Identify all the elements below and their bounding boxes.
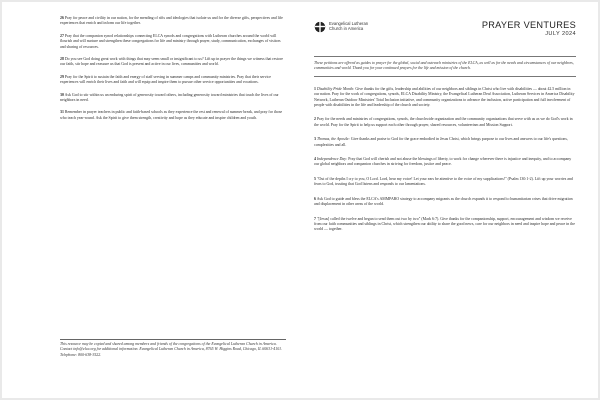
prayer-day-number: 30 <box>60 92 64 97</box>
left-column <box>2 2 300 398</box>
prayer-item <box>60 75 286 86</box>
prayer-day-number: 7 <box>314 216 316 221</box>
prayer-lead: Disability Pride Month: <box>316 86 355 91</box>
prayer-text: Pray that God will cherish and not abuse the blessings of liberty, to work for change wherever there is injustice and inequity, and to accompany our global neighbors and companion churches in striving for freedom, justice and peace. <box>314 157 572 167</box>
prayer-text: Pray that the companion synod relationships connecting ELCA synods and congregations with Lutheran churches around the world will flourish and will nurture and strengthen these congregations for life and ministry through prayer, study, communication, exchanges of visitors and sharing of resources. <box>60 33 281 49</box>
elca-logo <box>314 20 381 34</box>
prayer-day-number: 1 <box>314 86 316 91</box>
prayer-item <box>60 110 286 121</box>
page-title: PRAYER VENTURES <box>481 20 576 30</box>
left-prayer-list <box>60 16 286 121</box>
prayer-item <box>60 93 286 104</box>
prayer-item <box>60 34 286 50</box>
prayer-day-number: 2 <box>314 117 316 122</box>
prayer-day-number: 28 <box>60 57 64 62</box>
intro-text: These petitions are offered as guides to prayer for the global, social and outreach ministries of the ELCA, as well as for the needs and circumstances of our neighbors, communities and world. Thank you for your continued prayers for the life and mission of the church. <box>314 61 574 71</box>
footer-divider <box>60 339 286 340</box>
page-header <box>314 14 576 42</box>
prayer-text: Pray for the Spirit to sustain the faith and energy of staff serving in summer camps and community ministries. Pray that their service experiences will enrich their lives and faith and will equip and inspire them to pursue other service opportunities and vocations. <box>60 74 271 85</box>
prayer-day-number: 29 <box>60 74 64 79</box>
footer-notice: This resource may be copied and shared among members and friends of the congregations of the Evangelical Lutheran Church in America. Contact info@elca.org for additional information. Evangelical Lutheran Church in America, 8765 W. Higgins Road, Chicago, IL 60631-4101. Telephone: 800-638-3522. <box>60 342 283 357</box>
prayer-day-number: 27 <box>60 33 64 38</box>
intro-top-divider <box>314 56 576 57</box>
bulletin-page <box>2 2 598 398</box>
cross-logo-icon <box>314 20 326 34</box>
prayer-day-number: 31 <box>60 110 64 115</box>
prayer-item <box>314 217 576 233</box>
prayer-day-number: 3 <box>314 137 316 142</box>
prayer-text: Give thanks for the gifts, leadership and abilities of our neighbors and siblings in Christ who live with disabilities — about 42.5 million in our nation. Pray for the work of congregations, synods, ELCA Disability Ministry, the Evangelical Lutheran Deaf Association, Lutheran Services in America Disability Network, Lutheran Outdoor Ministries' Total Inclusion initiative, and community organizations to advance the inclusion, active participation and full involvement of people with disabilities in the life and leadership of the church and society. <box>314 86 575 108</box>
prayer-lead: Independence Day: <box>316 157 348 162</box>
prayer-day-number: 26 <box>60 16 64 20</box>
prayer-day-number: 6 <box>314 196 316 201</box>
prayer-item <box>60 16 286 27</box>
prayer-item <box>314 137 576 148</box>
prayer-text: Ask God to stir within us an enduring spirit of generosity toward others, including generosity toward ministries that touch the lives of our neighbors in need. <box>60 92 279 103</box>
title-block <box>482 14 576 37</box>
prayer-text: Ask God to guide and bless the ELCA's AMMPARO strategy to accompany migrants as the church expands it to respond to humanitarian crises that drive migration and displacement in other areas of the world. <box>314 196 573 207</box>
prayer-item <box>314 87 576 109</box>
intro-bottom-divider <box>314 76 576 77</box>
prayer-day-number: 5 <box>314 176 316 181</box>
prayer-text: "Out of the depths I cry to you, O Lord. Lord, hear my voice! Let your ears be attentive to the voice of my supplications!" (Psalm 130:1-2). Lift up your worries and fears to God, trusting that God listens and responds to our lamentations. <box>314 176 573 187</box>
prayer-item <box>314 177 576 188</box>
prayer-text: Pray for the needs and ministries of congregations, synods, the churchwide organization and the community organizations that serve with us as we do God's work in the world. Pray for the Spirit to help us support each other through prayer, shared resources, volunteerism and Mission Support. <box>314 117 573 127</box>
prayer-text: Remember in prayer teachers in public and faith-based schools as they experience the rest and renewal of summer break, and pray for those who teach year-round. Ask the Spirit to give them strength, creativity and hope as they educate and inspire children and youth. <box>60 110 283 120</box>
prayer-item <box>314 117 576 128</box>
page-date: JULY 2024 <box>545 31 576 37</box>
prayer-lead: Thomas, the Apostle: <box>316 137 350 142</box>
prayer-text: "[Jesus] called the twelve and began to send them out two by two" (Mark 6:7). Give thanks for the companionship, support, encouragement and wisdom we receive from our faith communities and siblings in Christ, which strengthen our ability to share the good news, care for our neighbors in need and inspire hope and peace in the world — together. <box>314 216 575 232</box>
right-prayer-list <box>314 87 576 233</box>
prayer-text: Pray for peace and civility in our nation, for the mending of rifts and ideologies that isolate us and for the diverse gifts, perspectives and life experiences that enrich and inform our life together. <box>60 16 283 26</box>
prayer-item <box>314 157 576 168</box>
prayer-item <box>60 57 286 68</box>
prayer-text: Give thanks and praise to God for the grace embodied in Jesus Christ, which brings purpose to our lives and answers to our life's questions, complexities and all. <box>314 137 568 147</box>
right-column <box>300 2 598 398</box>
prayer-text: Do you see God doing great work with things that may seem small or insignificant to us? Lift up in prayer the things we witness that restore our faith, stir hope and reassure us that God is present and active in our lives, communities and world. <box>60 57 283 67</box>
org-name: Evangelical Lutheran Church in America <box>329 21 369 31</box>
prayer-day-number: 4 <box>314 157 316 162</box>
prayer-item <box>314 197 576 208</box>
